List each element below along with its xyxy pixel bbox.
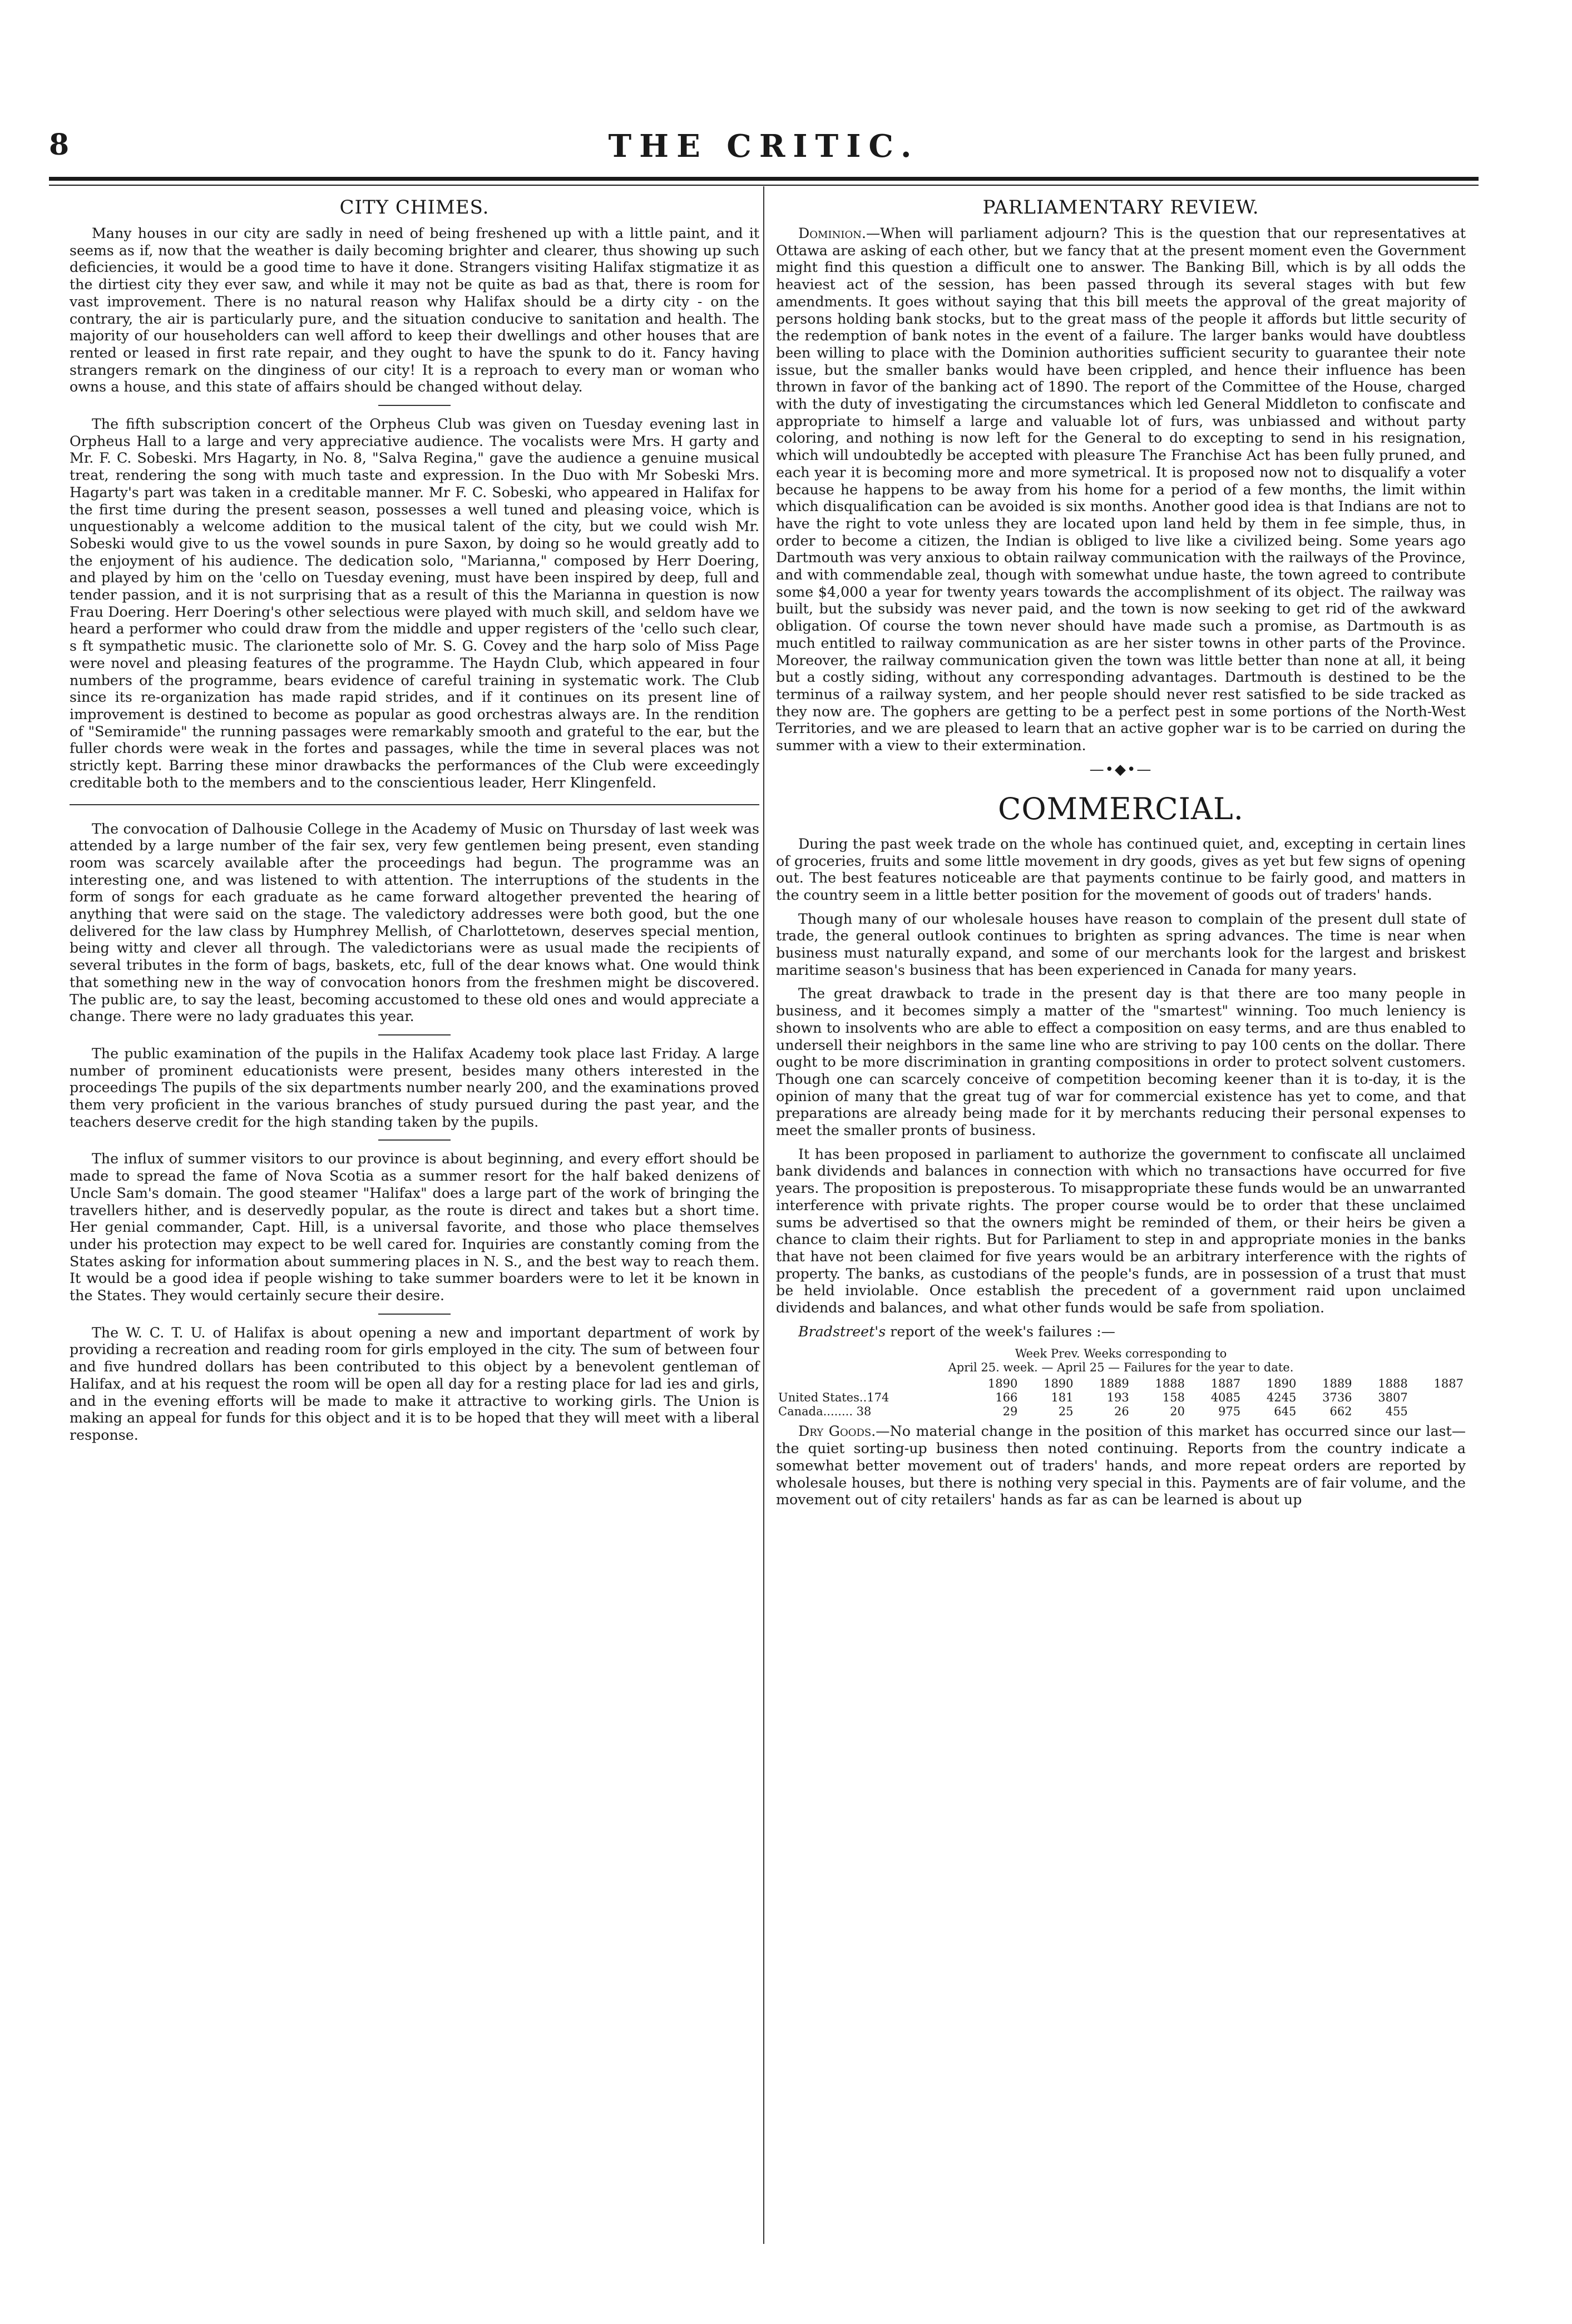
article-dry-goods [776, 1423, 1466, 1509]
newspaper-title: THE CRITIC. [608, 128, 920, 165]
table-row-label: United States..174 [778, 1391, 889, 1405]
separator [378, 405, 451, 406]
table-cell: 1887 [1433, 1377, 1464, 1391]
masthead-rule-thick [49, 177, 1479, 181]
table-cell: 1889 [1322, 1377, 1352, 1391]
table-cell: 1890 [1044, 1377, 1074, 1391]
table-year-row [776, 1377, 1466, 1391]
table-cell: 181 [1051, 1391, 1074, 1405]
right-column [776, 192, 1466, 1515]
table-cell: 1890 [987, 1377, 1018, 1391]
left-column [70, 192, 759, 1451]
failures-table [776, 1377, 1466, 1419]
table-row [776, 1391, 1466, 1405]
parliamentary-review-heading: PARLIAMENTARY REVIEW. [982, 196, 1259, 219]
table-cell: 1887 [1210, 1377, 1241, 1391]
table-row [776, 1405, 1466, 1419]
article-wholesale-outlook: Though many of our wholesale houses have reason to complain of the present dull state of trade, the general outlook continues to brighten as spring advances. The time is near when business must naturally expand, and some of our merchants look for the largest and briskest maritime season's business that has been experienced in Canada for many years. [776, 910, 1466, 978]
separator [378, 1314, 451, 1315]
separator [378, 1034, 451, 1035]
table-cell [776, 1377, 964, 1391]
table-cell: 4085 [1210, 1391, 1241, 1405]
table-cell: 158 [1162, 1391, 1185, 1405]
table-cell: 20 [1170, 1405, 1185, 1419]
article-academy-examination: The public examination of the pupils in the Halifax Academy took place last Friday. A large number of prominent educationists were present, besides many others interested in the proceedings The pupils of the six departments number nearly 200, and the examinations proved them very proficient in the various branches of study pursued during the past year, and the teachers deserve credit for the high standing taken by the pupils. [70, 1045, 759, 1130]
dry-goods-body: —No material change in the position of this market has occurred since our last—the quiet sorting-up business then noted continuing. Reports from the country indicate a somewhat better movement out of traders' hands, and more repeat orders are reported by wholesale houses, but there is nothing very special in this. Payments are of fair volume, and the movement out of city retailers' hands as far as can be learned is about up [776, 1423, 1466, 1508]
article-orpheus-concert: The fifth subscription concert of the Orpheus Club was given on Tuesday evening last in Orpheus Hall to a large and very appreciative audience. The vocalists were Mrs. H garty and Mr. F. C. Sobeski. Mrs Hagarty, in No. 8, "Salva Regina," gave the audience a genuine musical treat, rendering the song with much taste and expression. In the Duo with Mr Sobeski Mrs. Hagarty's part was taken in a creditable manner. Mr F. C. Sobeski, who appeared in Halifax for the first time during the present season, possesses a well tuned and pleasing voice, which is unquestionably a welcome addition to the musical talent of the city, but we could wish Mr. Sobeski would give to us the vowel sounds in pure Saxon, by doing so he would greatly add to the enjoyment of his audience. The dedication solo, "Marianna," composed by Herr Doering, and played by him on the 'cello on Tuesday evening, must have been inspired by deep, full and tender passion, and it is not surprising that as a result of this the Marianna in question is now Frau Doering. Herr Doering's other selectious were played with much skill, and seldom have we heard a performer who could draw from the middle and upper registers of the 'cello such clear, s ft sympathetic music. The clarionette solo of Mr. S. G. Covey and the harp solo of Miss Page were novel and pleasing features of the programme. The Haydn Club, which appeared in four numbers of the programme, bears evidence of careful training in systematic work. The Club since its re-organization has made rapid strides, and if it continues on its present line of improvement is destined to become as popular as good orchestras always are. In the rendition of "Semiramide" the running passages were remarkably smooth and grateful to the ear, but the fuller chords were weak in the fortes and passages, while the time in several places was not strictly kept. Barring these minor drawbacks the performances of the Club were exceedingly creditable both to the members and to the conscientious leader, Herr Klingenfeld. [70, 416, 759, 791]
failures-table-caption-2: April 25. week. — April 25 — Failures for the year to date. [948, 1361, 1294, 1375]
table-cell [1410, 1391, 1466, 1405]
article-unclaimed-dividends: It has been proposed in parliament to authorize the government to confiscate all unclaimed bank dividends and balances in connection with which no transactions have occurred for five years. The proposition is preposterous. To misappropriate these funds would be an unwarranted interference with private rights. The proper course would be to order that these unclaimed sums be advertised so that the owners might be reminded of them, or their heirs be given a chance to claim their rights. But for Parliament to step in and appropriate monies in the banks that have not been claimed for five years would be an arbitrary interference with the rights of property. The banks, as custodians of the people's funds, are in possession of a trust that must be held inviolable. Once establish the precedent of a government raid upon unclaimed dividends and balances, and what other funds would be safe from spoliation. [776, 1146, 1466, 1316]
table-cell: 975 [1218, 1405, 1241, 1419]
dominion-body: —When will parliament adjourn? This is the question that our representatives at Ottawa are asking of each other, but we fancy that at the present moment even the Government might find this question a difficult one to answer. The Banking Bill, which is by all odds the heaviest act of the session, has been passed through its several stages with but few amendments. It goes without saying that this bill meets the approval of the great majority of persons holding bank stocks, but to the great mass of the people it affords but little security of the redemption of bank notes in the event of a failure. The larger banks would have doubtless been willing to place with the Dominion authorities sufficient security to guarantee their note issue, but the smaller banks would have been crippled, and hence their influence has been thrown in favor of the banking act of 1890. The report of the Committee of the House, charged with the duty of investigating the circumstances which led General Middleton to confiscate and appropriate to himself a large and valuable lot of furs, was unbiassed and without party coloring, and nothing is now left for the General to do excepting to send in his resignation, which will undoubtedly be accepted with pleasure The Franchise Act has been fully pruned, and each year it is becoming more and more symetrical. It is proposed now not to disqualify a voter because he happens to be away from his home for a period of a few months, the limit within which disqualification can be avoided is six months. Another good idea is that Indians are not to have the right to vote unless they are located upon land held by them in fee simple, thus, in order to become a citizen, the Indian is obliged to live like a civilized being. Some years ago Dartmouth was very anxious to obtain railway communication with the railways of the Province, and with commendable zeal, though with somewhat undue haste, the town agreed to contribute some $4,000 a year for twenty years towards the accomplishment of its object. The railway was built, but the subsidy was never paid, and the town is now seeking to get rid of the awkward obligation. Of course the town never should have made such a promise, as Dartmouth is as much entitled to railway communication as are her sister towns in other parts of the Province. Moreover, the railway communication given the town was little better than none at all, it being but a costly siding, without any corresponding advantages. Dartmouth is destined to be the terminus of a railway system, and her people should never rest satisfied to be side tracked as they now are. The gophers are getting to be a perfect pest in some portions of the North-West Territories, and we are pleased to learn that an active gopher war is to be carried on during the summer with a view to their extermination. [776, 225, 1466, 754]
article-dalhousie-convocation: The convocation of Dalhousie College in the Academy of Music on Thursday of last week was attended by a large number of the fair sex, very few gentlemen being present, even standing room was scarcely available after the proceedings had begun. The programme was an interesting one, and was listened to with attention. The interruptions of the students in the form of songs for each graduate as he came forward altogether prevented the hearing of anything that were said on the stage. The valedictory addresses were both good, but the one delivered for the law class by Humphrey Mellish, of Charlottetown, deserves special mention, being witty and clever all through. The valedictorians were as usual made the recipients of several tributes in the form of bags, baskets, etc, full of the dear knows what. One would think that something new in the way of convocation honors from the freshmen might be discovered. The public are, to say the least, becoming accustomed to these old ones and would appreciate a change. There were no lady graduates this year. [70, 820, 759, 1025]
bradstreet-rest: report of the week's failures :— [886, 1323, 1115, 1340]
dominion-lead: Dominion. [798, 225, 866, 241]
table-cell: 193 [1106, 1391, 1129, 1405]
bradstreet-name: Bradstreet's [798, 1323, 886, 1340]
table-cell: 29 [1002, 1405, 1018, 1419]
ornament-divider: —•◆•— [1089, 761, 1153, 778]
table-cell: 3736 [1322, 1391, 1352, 1405]
table-cell: 4245 [1266, 1391, 1297, 1405]
table-cell [1410, 1405, 1466, 1419]
table-cell: 25 [1058, 1405, 1074, 1419]
failures-table-caption-1: Week Prev. Weeks corresponding to [1015, 1347, 1227, 1361]
table-cell: 166 [995, 1391, 1018, 1405]
page-number: 8 [49, 128, 70, 162]
table-cell: 1888 [1155, 1377, 1185, 1391]
article-trade-quiet: During the past week trade on the whole has continued quiet, and, excepting in certain lines of groceries, fruits and some little movement in dry goods, gives as yet but few signs of opening out. The best features noticeable are that payments continue to be fairly good, and matters in the country seem in a little better position for the movement of goods out of traders' hands. [776, 835, 1466, 903]
bradstreet-intro [776, 1324, 1466, 1341]
article-summer-visitors: The influx of summer visitors to our province is about beginning, and every effort should be made to spread the fame of Nova Scotia as a summer resort for the half baked denizens of Uncle Sam's domain. The good steamer "Halifax" does a large part of the work of bringing the travellers hither, and is deservedly popular, as the route is direct and takes but a short time. Her genial commander, Capt. Hill, is a universal favorite, and those who place themselves under his protection may expect to be well cared for. Inquiries are constantly coming from the States asking for information about summering places in N. S., and the best way to reach them. It would be a good idea if people wishing to take summer boarders were to let it be known in the States. They would certainly secure their desire. [70, 1151, 759, 1304]
masthead-rule-thin [49, 185, 1479, 186]
table-cell: 3807 [1378, 1391, 1408, 1405]
table-cell: 662 [1329, 1405, 1352, 1419]
column-divider [763, 186, 764, 2244]
table-cell: 26 [1114, 1405, 1129, 1419]
table-cell: 1888 [1378, 1377, 1408, 1391]
table-cell: 1890 [1266, 1377, 1297, 1391]
table-cell: 645 [1274, 1405, 1297, 1419]
dry-goods-lead: Dry Goods. [798, 1423, 876, 1440]
article-dominion [776, 225, 1466, 755]
table-cell: 455 [1385, 1405, 1408, 1419]
city-chimes-heading: CITY CHIMES. [339, 196, 490, 219]
table-cell: 1889 [1099, 1377, 1129, 1391]
commercial-heading: COMMERCIAL. [998, 791, 1244, 826]
masthead [49, 128, 1479, 178]
article-paint-houses: Many houses in our city are sadly in need of being freshened up with a little paint, and it seems as if, now that the weather is daily becoming brighter and clearer, thus showing up such deficiencies, it would be a good time to have it done. Strangers visiting Halifax stigmatize it as the dirtiest city they ever saw, and while it may not be quite as bad as that, there is room for vast improvement. There is no natural reason why Halifax should be a dirty city - on the contrary, the air is particularly pure, and the situation conducive to sanitation and health. The majority of our householders can well afford to keep their dwellings and other houses that are rented or leased in first rate repair, and they ought to have the spunk to do it. Fancy having strangers remark on the dinginess of our city! It is a reproach to every man or woman who owns a house, and this state of affairs should be changed without delay. [70, 225, 759, 395]
separator [378, 1139, 451, 1141]
separator [70, 804, 759, 805]
article-too-many-in-business: The great drawback to trade in the present day is that there are too many people in business, and it becomes simply a matter of the "smartest" winning. Too much leniency is shown to insolvents who are able to effect a composition on easy terms, and are thus enabled to undersell their neighbors in the same line who are striving to pay 100 cents on the dollar. There ought to be more discrimination in granting compositions in order to protect solvent customers. Though one can scarcely conceive of competition becoming keener than it is to-day, it is the opinion of many that the great tug of war for commercial existence has yet to come, and that preparations are already being made for it by merchants reducing their personal expenses to meet the smaller pronts of business. [776, 985, 1466, 1139]
table-row-label: Canada........ 38 [778, 1405, 872, 1419]
article-wctu: The W. C. T. U. of Halifax is about opening a new and important department of work by providing a recreation and reading room for girls employed in the city. The sum of between four and five hundred dollars has been contributed to this object by a benevolent gentleman of Halifax, and at his request the room will be open all day for a resting place for lad ies and girls, and in the evening efforts will be made to make it attractive to working girls. The Union is making an appeal for funds for this object and it is to be hoped that they will meet with a liberal response. [70, 1324, 759, 1443]
